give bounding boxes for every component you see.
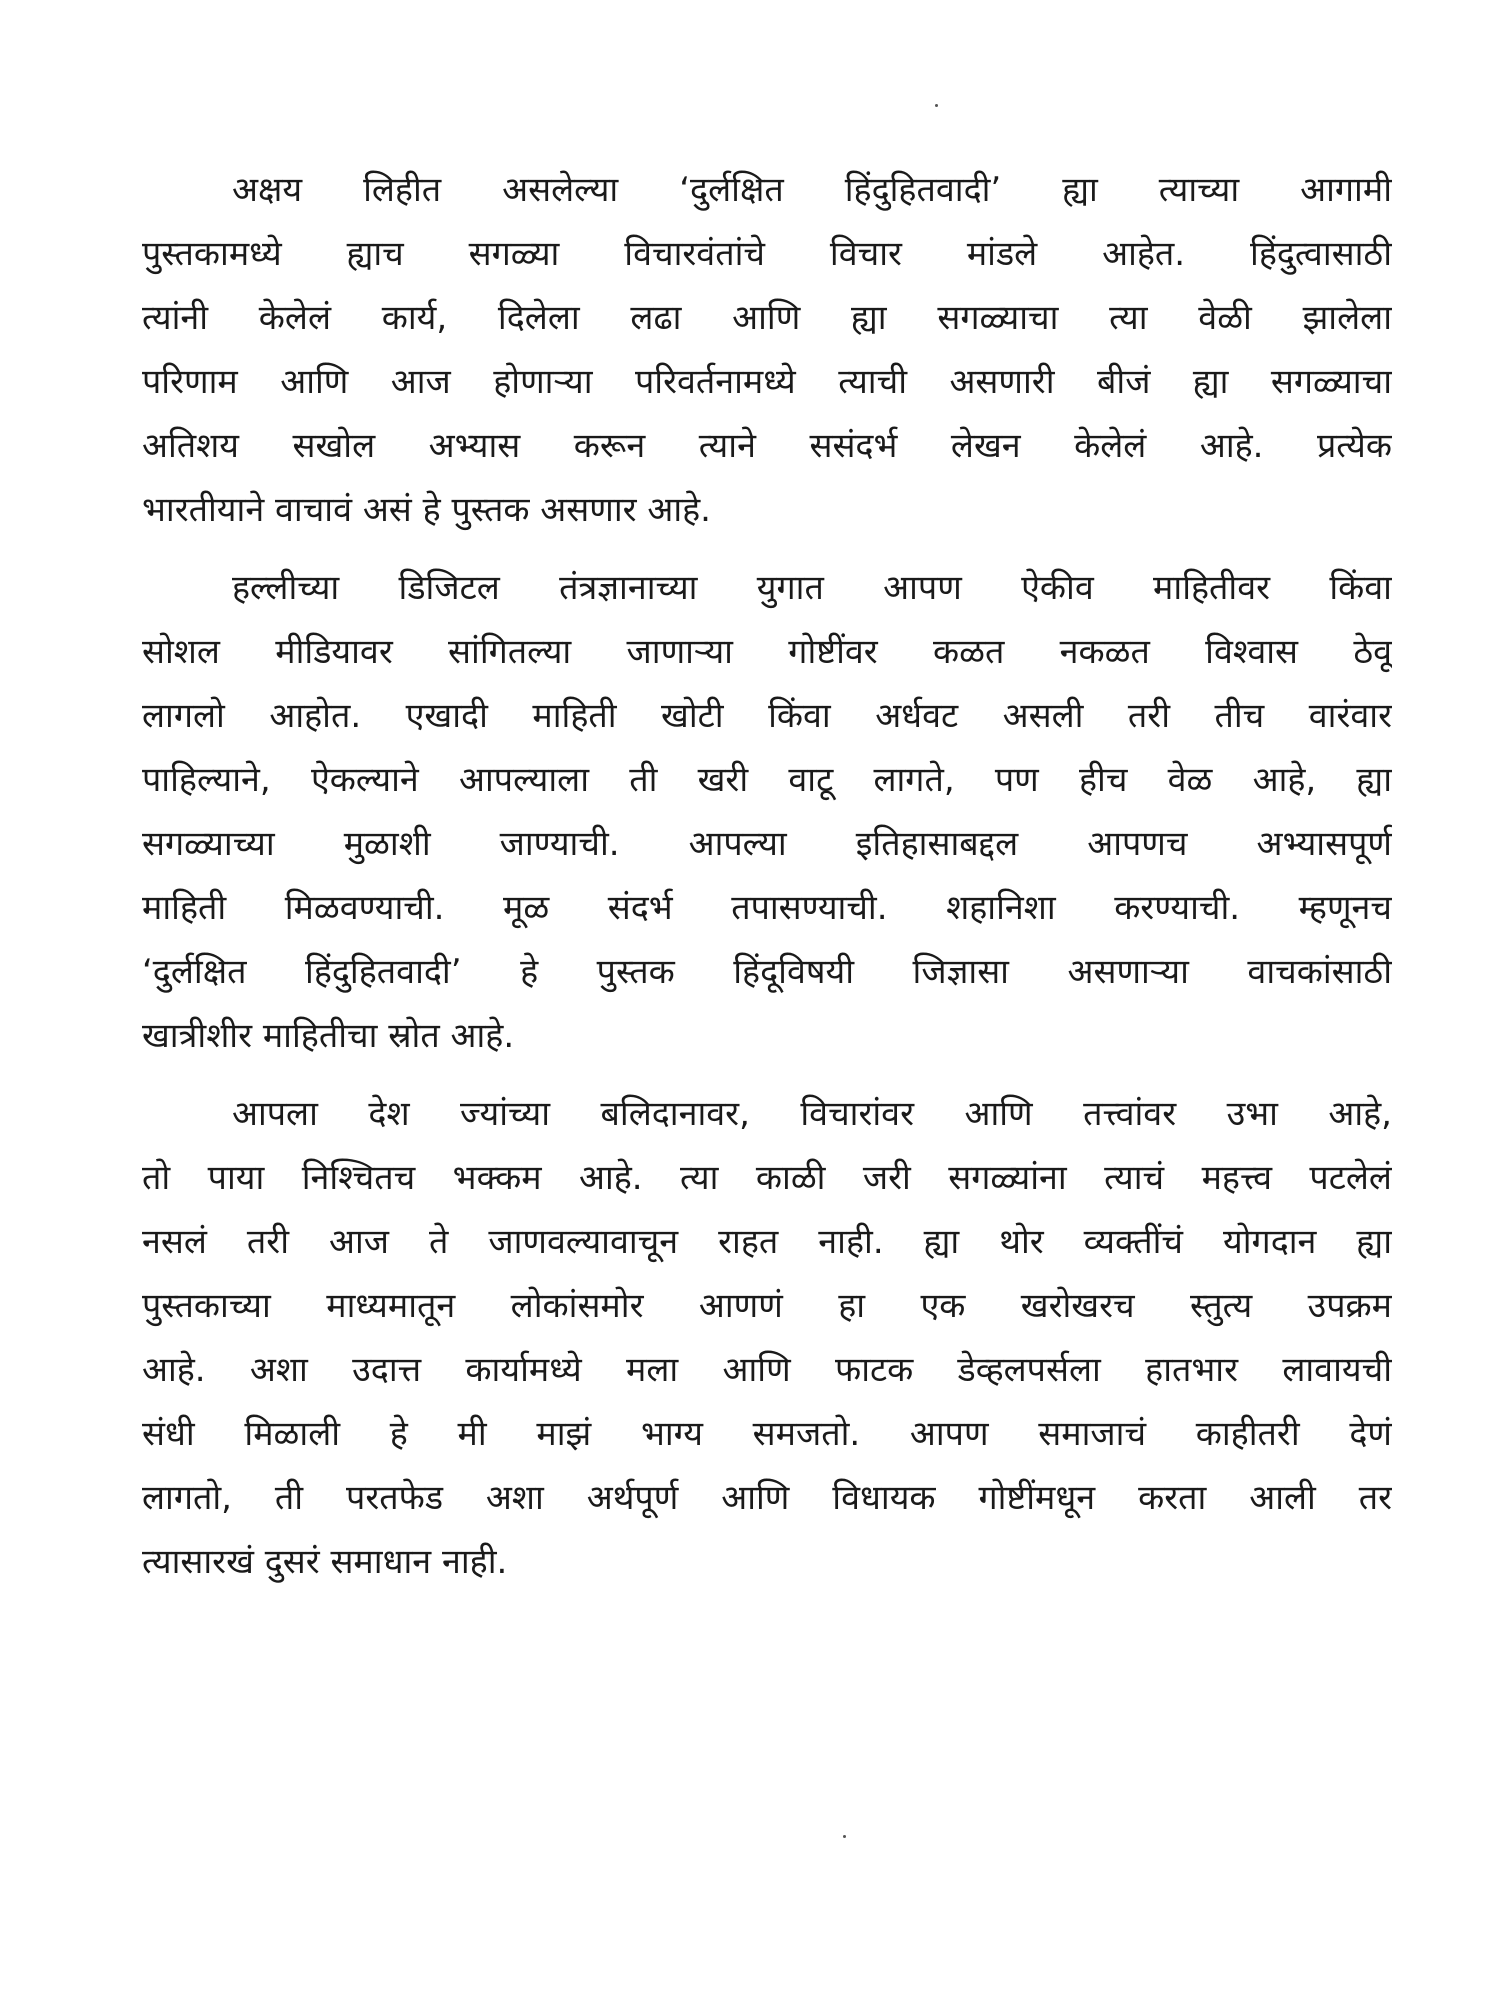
text-line: माहिती मिळवण्याची. मूळ संदर्भ तपासण्याची. शहानिशा करण्याची. म्हणूनच: [142, 888, 1392, 928]
text-line: पुस्तकामध्ये ह्याच सगळ्या विचारवंतांचे विचार मांडले आहेत. हिंदुत्वासाठी: [142, 234, 1392, 274]
paragraph-3: [142, 1082, 1392, 1594]
text-line: सोशल मीडियावर सांगितल्या जाणाऱ्या गोष्टींवर कळत नकळत विश्वास ठेवू: [142, 632, 1392, 672]
text-line: नसलं तरी आज ते जाणवल्यावाचून राहत नाही. ह्या थोर व्यक्तींचं योगदान ह्या: [142, 1222, 1392, 1262]
text-line: त्यासारखं दुसरं समाधान नाही.: [142, 1542, 508, 1582]
text-line: अक्षय लिहीत असलेल्या ‘दुर्लक्षित हिंदुहितवादी’ ह्या त्याच्या आगामी: [232, 170, 1392, 210]
text-line: लागतो, ती परतफेड अशा अर्थपूर्ण आणि विधायक गोष्टींमधून करता आली तर: [142, 1478, 1392, 1518]
body-text: [142, 158, 1392, 1608]
text-line: परिणाम आणि आज होणाऱ्या परिवर्तनामध्ये त्याची असणारी बीजं ह्या सगळ्याचा: [142, 362, 1392, 402]
text-line: पाहिल्याने, ऐकल्याने आपल्याला ती खरी वाटू लागते, पण हीच वेळ आहे, ह्या: [142, 760, 1392, 800]
text-line: तो पाया निश्चितच भक्कम आहे. त्या काळी जरी सगळ्यांना त्याचं महत्त्व पटलेलं: [142, 1158, 1392, 1198]
text-line: पुस्तकाच्या माध्यमातून लोकांसमोर आणणं हा एक खरोखरच स्तुत्य उपक्रम: [142, 1286, 1392, 1326]
paragraph-1: [142, 158, 1392, 542]
scan-speck: [935, 104, 938, 107]
scan-speck: [843, 1835, 846, 1838]
text-line: अतिशय सखोल अभ्यास करून त्याने ससंदर्भ लेखन केलेलं आहे. प्रत्येक: [142, 426, 1392, 466]
text-line: आहे. अशा उदात्त कार्यामध्ये मला आणि फाटक डेव्हलपर्सला हातभार लावायची: [142, 1350, 1392, 1390]
text-line: सगळ्याच्या मुळाशी जाण्याची. आपल्या इतिहासाबद्दल आपणच अभ्यासपूर्ण: [142, 824, 1392, 864]
text-line: हल्लीच्या डिजिटल तंत्रज्ञानाच्या युगात आपण ऐकीव माहितीवर किंवा: [232, 568, 1392, 608]
text-line: भारतीयाने वाचावं असं हे पुस्तक असणार आहे.: [142, 490, 711, 530]
text-line: आपला देश ज्यांच्या बलिदानावर, विचारांवर आणि तत्त्वांवर उभा आहे,: [232, 1094, 1392, 1134]
text-line: खात्रीशीर माहितीचा स्रोत आहे.: [142, 1016, 515, 1056]
text-line: ‘दुर्लक्षित हिंदुहितवादी’ हे पुस्तक हिंदूविषयी जिज्ञासा असणाऱ्या वाचकांसाठी: [142, 952, 1392, 992]
text-line: संधी मिळाली हे मी माझं भाग्य समजतो. आपण समाजाचं काहीतरी देणं: [142, 1414, 1392, 1454]
paragraph-2: [142, 556, 1392, 1068]
text-line: लागलो आहोत. एखादी माहिती खोटी किंवा अर्धवट असली तरी तीच वारंवार: [142, 696, 1392, 736]
text-line: त्यांनी केलेलं कार्य, दिलेला लढा आणि ह्या सगळ्याचा त्या वेळी झालेला: [142, 298, 1392, 338]
